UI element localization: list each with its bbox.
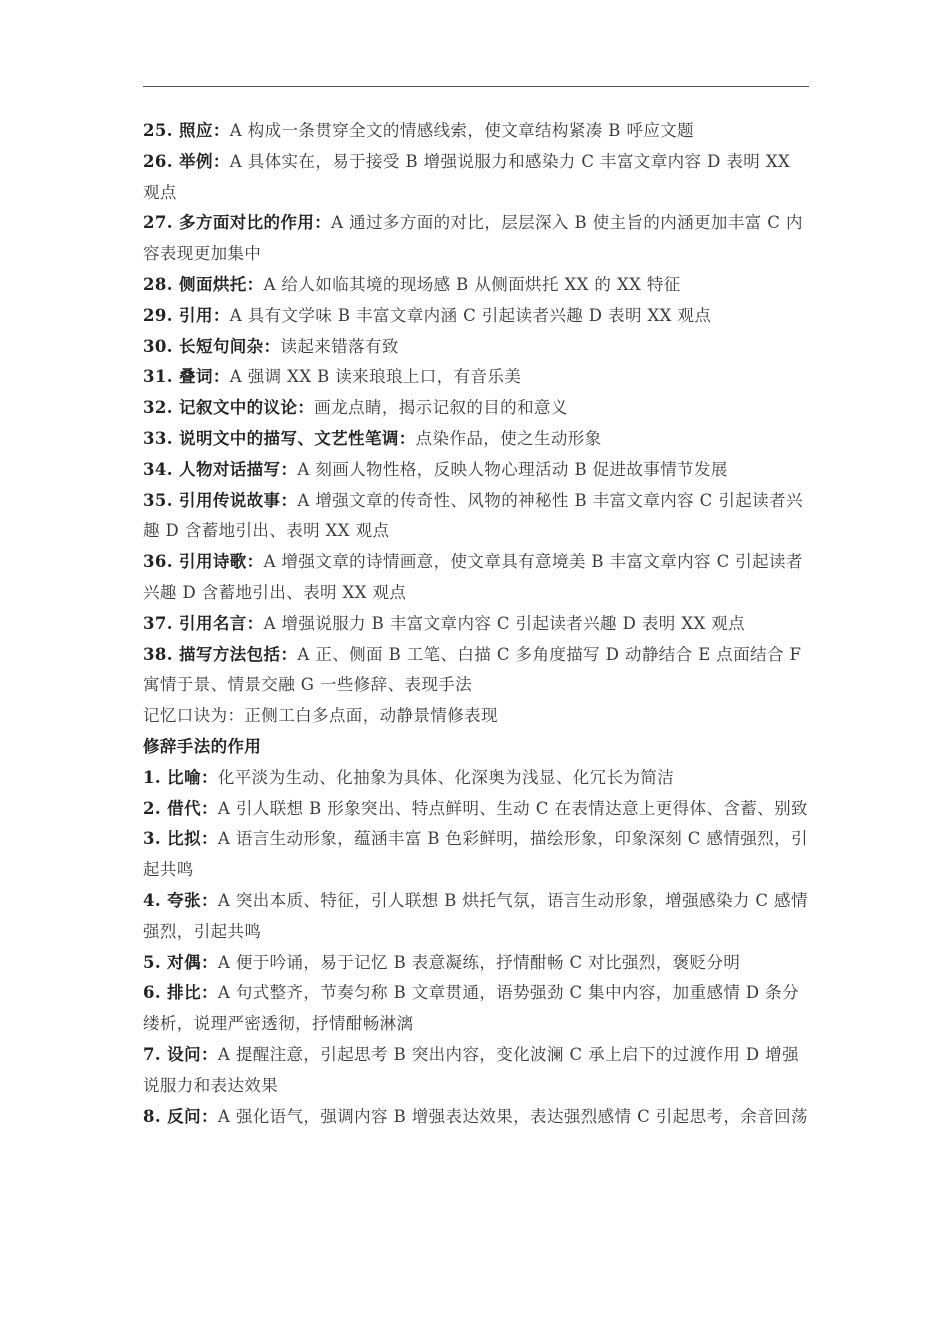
list-item — [143, 886, 809, 948]
item-text: A 增强说服力 B 丰富文章内容 C 引起读者兴趣 D 表明 XX 观点 — [263, 613, 746, 633]
item-term: 6. 排比： — [143, 983, 218, 1003]
document-body — [143, 116, 809, 1132]
item-term: 38. 描写方法包括： — [143, 644, 298, 664]
list-item — [143, 208, 809, 270]
list-item — [143, 270, 809, 301]
item-term: 34. 人物对话描写： — [143, 459, 298, 479]
list-item — [143, 1040, 809, 1102]
item-term: 4. 夸张： — [143, 890, 218, 910]
item-text: 读起来错落有致 — [280, 336, 399, 356]
item-term: 2. 借代： — [143, 798, 218, 818]
item-text: A 正、侧面 B 工笔、白描 C 多角度描写 D 动静结合 E 点面结合 F 寓情于景、情景交融 G 一些修辞、表现手法 — [143, 644, 802, 695]
list-item — [143, 978, 809, 1040]
list-item — [143, 824, 809, 886]
item-text: A 便于吟诵，易于记忆 B 表意凝练，抒情酣畅 C 对比强烈，褒贬分明 — [217, 952, 741, 972]
mnemonic-line: 记忆口诀为：正侧工白多点面，动静景情修表现 — [143, 706, 498, 726]
item-term: 26. 举例： — [143, 151, 230, 171]
item-term: 3. 比拟： — [143, 829, 218, 849]
item-term: 30. 长短句间杂： — [143, 336, 281, 356]
item-term: 31. 叠词： — [143, 367, 230, 387]
item-text: A 刻画人物性格，反映人物心理活动 B 促进故事情节发展 — [297, 459, 728, 479]
list-item — [143, 455, 809, 486]
list-item — [143, 609, 809, 640]
item-term: 32. 记叙文中的议论： — [143, 398, 315, 418]
technique-list — [143, 116, 809, 701]
item-term: 35. 引用传说故事： — [143, 490, 298, 510]
list-item — [143, 794, 809, 825]
item-text: A 增强文章的传奇性、风物的神秘性 B 丰富文章内容 C 引起读者兴趣 D 含蓄地引出、表明 XX 观点 — [143, 490, 803, 541]
list-item — [143, 393, 809, 424]
header-rule — [143, 86, 809, 87]
list-item — [143, 147, 809, 209]
item-text: A 具有文学味 B 丰富文章内涵 C 引起读者兴趣 D 表明 XX 观点 — [229, 305, 712, 325]
item-text: A 增强文章的诗情画意，使文章具有意境美 B 丰富文章内容 C 引起读者兴趣 D 含蓄地引出、表明 XX 观点 — [143, 552, 803, 602]
rhetoric-list — [143, 763, 809, 1133]
item-term: 1. 比喻： — [143, 767, 218, 787]
list-item — [143, 362, 809, 393]
list-item — [143, 486, 809, 548]
item-term: 29. 引用： — [143, 305, 230, 325]
item-term: 27. 多方面对比的作用： — [143, 213, 332, 233]
item-term: 8. 反问： — [143, 1106, 218, 1126]
list-item — [143, 1102, 809, 1133]
item-text: 化平淡为生动、化抽象为具体、化深奥为浅显、化冗长为简洁 — [217, 767, 675, 787]
item-text: A 具体实在，易于接受 B 增强说服力和感染力 C 丰富文章内容 D 表明 XX 观点 — [143, 151, 791, 202]
item-text: A 提醒注意，引起思考 B 突出内容，变化波澜 C 承上启下的过渡作用 D 增强说服力和表达效果 — [143, 1044, 799, 1095]
item-term: 5. 对偶： — [143, 952, 218, 972]
item-text: A 引人联想 B 形象突出、特点鲜明、生动 C 在表情达意上更得体、含蓄、别致 — [217, 798, 808, 818]
list-item — [143, 116, 809, 147]
item-text: A 构成一条贯穿全文的情感线索，使文章结构紧凑 B 呼应文题 — [229, 121, 695, 140]
item-term: 7. 设问： — [143, 1044, 218, 1064]
item-text: 点染作品，使之生动形象 — [415, 428, 602, 448]
list-item — [143, 301, 809, 332]
item-term: 37. 引用名言： — [143, 613, 264, 633]
item-text: 画龙点睛，揭示记叙的目的和意义 — [314, 398, 568, 418]
item-text: A 语言生动形象，蕴涵丰富 B 色彩鲜明，描绘形象，印象深刻 C 感情强烈，引起共鸣 — [143, 829, 808, 880]
item-text: A 句式整齐，节奏匀称 B 文章贯通，语势强劲 C 集中内容，加重感情 D 条分缕析，说理严密透彻，抒情酣畅淋漓 — [143, 983, 799, 1034]
item-text: A 给人如临其境的现场感 B 从侧面烘托 XX 的 XX 特征 — [263, 274, 681, 294]
item-term: 36. 引用诗歌： — [143, 552, 264, 572]
list-item — [143, 948, 809, 979]
item-text: A 强化语气，强调内容 B 增强表达效果，表达强烈感情 C 引起思考，余音回荡 — [217, 1106, 808, 1126]
section-title: 修辞手法的作用 — [143, 736, 262, 756]
item-text: A 突出本质、特征，引人联想 B 烘托气氛，语言生动形象，增强感染力 C 感情强烈，引起共鸣 — [143, 890, 808, 941]
list-item — [143, 547, 809, 609]
item-text: A 通过多方面的对比，层层深入 B 使主旨的内涵更加丰富 C 内容表现更加集中 — [143, 213, 803, 264]
list-item — [143, 763, 809, 794]
item-term: 33. 说明文中的描写、文艺性笔调： — [143, 428, 416, 448]
item-term: 28. 侧面烘托： — [143, 274, 264, 294]
item-text: A 强调 XX B 读来琅琅上口，有音乐美 — [229, 367, 522, 387]
list-item — [143, 332, 809, 363]
item-term: 25. 照应： — [143, 121, 230, 140]
list-item — [143, 640, 809, 702]
list-item — [143, 424, 809, 455]
